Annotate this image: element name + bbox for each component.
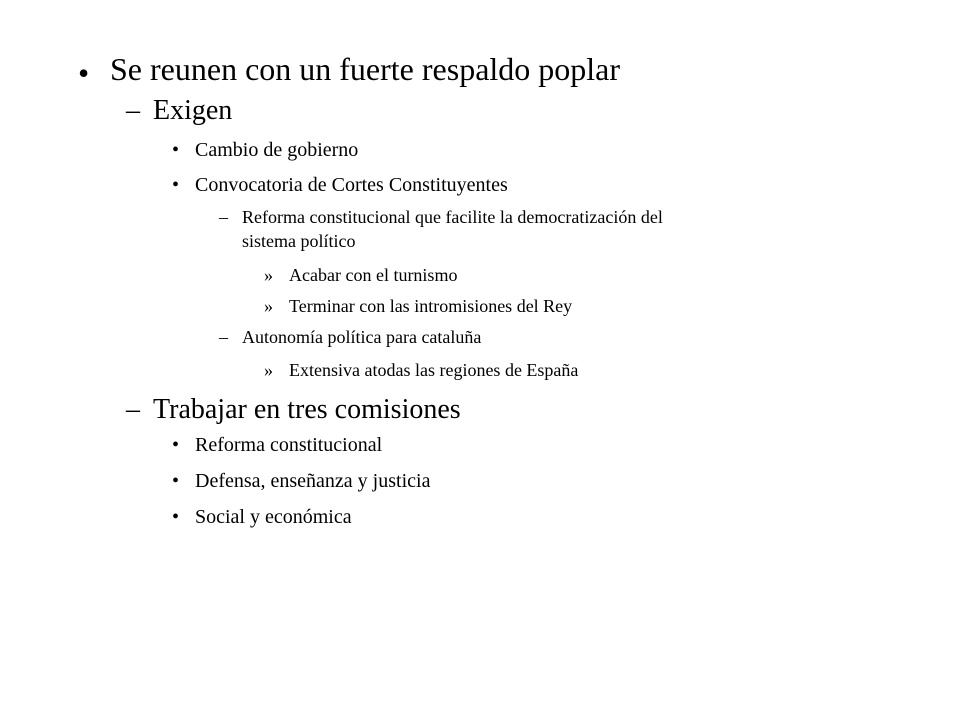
reforma-line-1: Reforma constitucional que facilite la democratización del xyxy=(242,207,663,227)
list-item: Terminar con las intromisiones del Rey xyxy=(289,296,573,316)
raquo-marker: » xyxy=(264,265,273,285)
bullet-marker: • xyxy=(172,470,180,492)
bullet-marker: • xyxy=(172,506,180,528)
raquo-marker: » xyxy=(264,296,273,316)
dash-marker: – xyxy=(219,207,228,227)
comisiones-heading: Trabajar en tres comisiones xyxy=(153,394,461,425)
raquo-marker: » xyxy=(264,360,273,380)
bullet-marker: • xyxy=(172,174,180,196)
exigen-heading: Exigen xyxy=(153,95,233,126)
list-item: Reforma constitucional xyxy=(195,434,383,456)
dash-marker: – xyxy=(219,327,228,347)
dash-marker: – xyxy=(126,95,140,126)
list-item: Defensa, enseñanza y justicia xyxy=(195,470,431,492)
list-item: Cambio de gobierno xyxy=(195,139,359,161)
main-point: Se reunen con un fuerte respaldo poplar xyxy=(110,51,621,87)
autonomia-heading: Autonomía política para cataluña xyxy=(242,327,482,347)
bullet-marker: • xyxy=(172,434,180,456)
list-item: Extensiva atodas las regiones de España xyxy=(289,360,579,380)
dash-marker: – xyxy=(126,394,140,425)
list-item: Acabar con el turnismo xyxy=(289,265,458,285)
list-item: Social y económica xyxy=(195,506,352,528)
bullet-marker: • xyxy=(78,55,90,91)
bullet-marker: • xyxy=(172,139,180,161)
list-item: Convocatoria de Cortes Constituyentes xyxy=(195,174,508,196)
reforma-line-2: sistema político xyxy=(242,231,356,251)
